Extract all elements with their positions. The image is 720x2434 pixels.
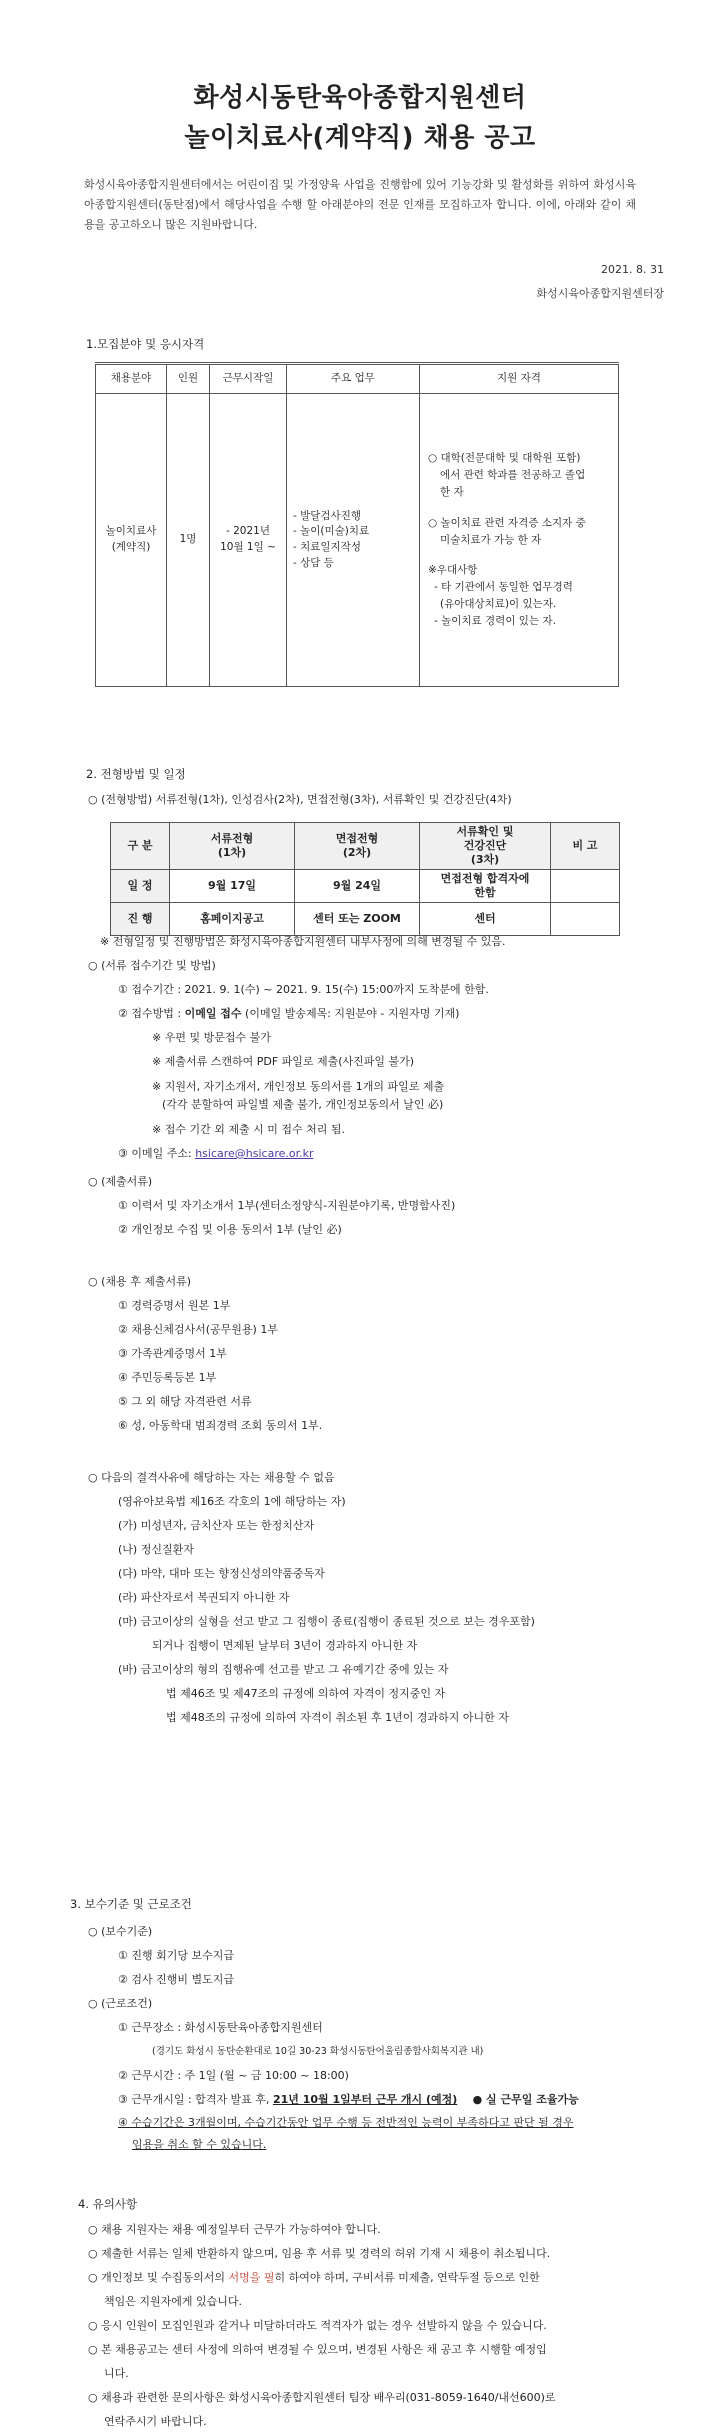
section-1-heading: 1.모집분야 및 응시자격 — [86, 337, 205, 351]
cell-count: 1명 — [167, 394, 210, 687]
condition-address: (경기도 화성시 동탄순환대로 10길 30-23 화성시동탄어울림종합사회복지관 내) — [152, 2046, 484, 2057]
notice-item: ○ 응시 인원이 모집인원과 같거나 미달하더라도 적격자가 없는 경우 선발하지 않을 수 있습니다. — [88, 2319, 547, 2332]
notice-item-cont: 연락주시기 바랍니다. — [104, 2415, 207, 2428]
start-line-1: - 2021년 — [226, 525, 270, 538]
qual-line: ※우대사항 — [428, 564, 478, 577]
duty-item: - 놀이(미술)치료 — [293, 525, 370, 538]
schedule-row-label: 일 정 — [111, 870, 170, 903]
disqualification-item: (나) 정신질환자 — [118, 1543, 194, 1556]
section-2-heading: 2. 전형방법 및 일정 — [86, 767, 186, 781]
notice-item-cont: 니다. — [104, 2367, 129, 2380]
schedule-table — [110, 822, 620, 936]
schedule-head: 서류전형 (1차) — [170, 823, 295, 870]
schedule-cell: 9월 17일 — [170, 870, 295, 903]
duty-item: - 치료일지작성 — [293, 541, 361, 553]
schedule-note: ※ 전형일정 및 진행방법은 화성시육아종합지원센터 내부사정에 의해 변경될 수 있음. — [100, 935, 506, 948]
pay-title: ○ (보수기준) — [88, 1925, 153, 1938]
notice-item-highlight: 서명을 필 — [228, 2271, 275, 2284]
section-2-body — [88, 930, 688, 1730]
condition-start — [88, 2088, 688, 2112]
col-duties: 주요 업무 — [287, 364, 420, 394]
disqualification-item: (바) 금고이상의 형의 집행유예 선고를 받고 그 유예기간 중에 있는 자 — [118, 1663, 449, 1676]
condition-hours: ② 근무시간 : 주 1일 (월 ~ 금 10:00 ~ 18:00) — [118, 2069, 349, 2082]
qual-line: ○ 대학(전문대학 및 대학원 포함) — [428, 452, 581, 465]
receipt-email — [88, 1142, 688, 1166]
after-docs-item: ③ 가족관계증명서 1부 — [118, 1347, 227, 1360]
notice-item: ○ 제출한 서류는 일체 반환하지 않으며, 임용 후 서류 및 경력의 허위 기재 시 채용이 취소됩니다. — [88, 2247, 551, 2260]
condition-probation-cont: 임용을 취소 할 수 있습니다. — [132, 2138, 267, 2151]
after-docs-item: ⑤ 그 외 해당 자격관련 서류 — [118, 1395, 252, 1408]
start-line-2: 10월 1일 ~ — [220, 541, 276, 553]
method-label: ○ (전형방법) — [88, 793, 153, 806]
cell-field: 놀이치료사 (계약직) — [96, 394, 167, 687]
after-docs-title: ○ (채용 후 제출서류) — [88, 1275, 192, 1288]
qual-line: (유아대상치료)이 있는자. — [440, 597, 557, 610]
duty-item: - 발달검사진행 — [293, 509, 361, 522]
cell-qual — [420, 394, 619, 687]
section-4-heading: 4. 유의사항 — [78, 2197, 138, 2211]
conditions-title: ○ (근로조건) — [88, 1997, 153, 2010]
schedule-cell — [551, 870, 620, 903]
section-3-body — [88, 1920, 688, 2156]
schedule-row-label: 진 행 — [111, 903, 170, 936]
disqualification-subtitle: (영유아보육법 제16조 각호의 1에 해당하는 자) — [118, 1495, 346, 1508]
after-docs-item: ④ 주민등록등본 1부 — [118, 1371, 217, 1384]
pay-item: ② 검사 진행비 별도지급 — [118, 1973, 234, 1986]
receipt-method-note: (이메일 발송제목: 지원분야 - 지원자명 기재) — [241, 1007, 460, 1020]
schedule-cell: 면접전형 합격자에 한함 — [420, 870, 551, 903]
title-line-1: 화성시동탄육아종합지원센터 — [193, 83, 527, 113]
section-4-body — [88, 2218, 688, 2434]
cell-duties — [287, 394, 420, 687]
col-field: 채용분야 — [96, 364, 167, 394]
receipt-title: ○ (서류 접수기간 및 방법) — [88, 959, 216, 972]
schedule-head: 구 분 — [111, 823, 170, 870]
qual-line: - 타 기관에서 동일한 업무경력 — [434, 581, 573, 594]
receipt-note: ※ 제출서류 스캔하여 PDF 파일로 제출(사진파일 불가) — [152, 1055, 415, 1068]
notice-item-cont: 책임은 지원자에게 있습니다. — [104, 2295, 243, 2308]
notice-item: ○ 본 채용공고는 센터 사정에 의하여 변경될 수 있으며, 변경된 사항은 채 공고 후 시행할 예정입 — [88, 2343, 547, 2356]
notice-item-text: 히 하여야 하며, 구비서류 미제출, 연락두절 등으로 인한 — [274, 2271, 540, 2284]
section-3-heading: 3. 보수기준 및 근로조건 — [70, 1897, 192, 1911]
qual-line: 에서 관련 학과를 전공하고 졸업 — [440, 469, 586, 482]
col-start: 근무시작일 — [210, 364, 287, 394]
email-link[interactable]: hsicare@hsicare.or.kr — [195, 1147, 314, 1160]
schedule-cell: 센터 또는 ZOOM — [295, 903, 420, 936]
disqualification-item: (마) 금고이상의 실형을 선고 받고 그 집행이 종료(집행이 종료된 것으로 보는 경우포함) — [118, 1615, 535, 1628]
selection-method — [88, 788, 688, 812]
schedule-head: 면접전형 (2차) — [295, 823, 420, 870]
qual-line: 미술치료가 가능 한 자 — [440, 533, 542, 546]
disqualification-item: 법 제46조 및 제47조의 규정에 의하여 자격이 정지중인 자 — [166, 1687, 446, 1700]
qual-spacer — [428, 501, 614, 515]
receipt-method-email: 이메일 접수 — [184, 1007, 242, 1020]
cell-start — [210, 394, 287, 687]
notice-item-text: ○ 개인정보 및 수집동의서의 — [88, 2271, 229, 2284]
intro-paragraph: 화성시육아종합지원센터에서는 어린이집 및 가정양육 사업을 진행함에 있어 기능강화 및 활성화를 위하여 화성시육아종합지원센터(동탄점)에서 해당사업을 수행 할 아래분야의 전문 인재를 모집하고자 합니다. 이에, 아래와 같이 채용을 공고하오니 많은 지원바랍니다. — [84, 177, 636, 232]
start-note: ● 실 근무일 조율가능 — [457, 2093, 579, 2106]
after-docs-item: ② 채용신체검사서(공무원용) 1부 — [118, 1323, 278, 1336]
start-date: 21년 10월 1일부터 근무 개시 (예정) — [272, 2093, 458, 2106]
disqualification-item: (라) 파산자로서 복권되지 아니한 자 — [118, 1591, 290, 1604]
title-line-2: 놀이치료사(계약직) 채용 공고 — [184, 123, 536, 154]
receipt-note: ※ 지원서, 자기소개서, 개인정보 동의서를 1개의 파일로 제출 — [152, 1080, 445, 1093]
after-docs-item: ① 경력증명서 원본 1부 — [118, 1299, 231, 1312]
qual-line: ○ 놀이치료 관련 자격증 소지자 중 — [428, 516, 586, 529]
schedule-head: 서류확인 및 건강진단 (3차) — [420, 823, 551, 870]
qual-line: - 놀이치료 경력이 있는 자. — [434, 614, 556, 627]
disqualification-item: (가) 미성년자, 금치산자 또는 한정치산자 — [118, 1519, 315, 1532]
qual-spacer — [428, 548, 614, 562]
notice-item: ○ 채용과 관련한 문의사항은 화성시육아종합지원센터 팀장 배우리(031-8059-1640/내선600)로 — [88, 2391, 556, 2404]
col-qual: 지원 자격 — [420, 364, 619, 394]
receipt-note: ※ 우편 및 방문접수 불가 — [152, 1031, 271, 1044]
receipt-method-label: ② 접수방법 : — [118, 1007, 185, 1020]
notice-item — [88, 2266, 688, 2290]
disqualification-title: ○ 다음의 결격사유에 해당하는 자는 채용할 수 없음 — [88, 1471, 335, 1484]
schedule-cell: 홈페이지공고 — [170, 903, 295, 936]
notice-item: ○ 채용 지원자는 채용 예정일부터 근무가 가능하여야 합니다. — [88, 2223, 381, 2236]
condition-probation: ④ 수습기간은 3개월이며, 수습기간동안 업무 수행 등 전반적인 능력이 부족하다고 판단 될 경우 — [118, 2116, 574, 2129]
schedule-head: 비 고 — [551, 823, 620, 870]
disqualification-item: (다) 마약, 대마 또는 향정신성의약품중독자 — [118, 1567, 325, 1580]
method-text: 서류전형(1차), 인성검사(2차), 면접전형(3차), 서류확인 및 건강진단(4차) — [155, 793, 512, 806]
page-title — [0, 78, 720, 159]
docs-item: ① 이력서 및 자기소개서 1부(센터소정양식-지원분야기록, 반명함사진) — [118, 1199, 456, 1212]
email-label: ③ 이메일 주소: — [118, 1147, 196, 1160]
docs-title: ○ (제출서류) — [88, 1175, 153, 1188]
condition-location: ① 근무장소 : 화성시동탄육아종합지원센터 — [118, 2021, 323, 2034]
disqualification-item: 법 제48조의 규정에 의하여 자격이 취소된 후 1년이 경과하지 아니한 자 — [166, 1711, 509, 1724]
duty-item: - 상담 등 — [293, 556, 334, 569]
notice-issuer: 화성시육아종합지원센터장 — [536, 287, 664, 301]
schedule-cell: 센터 — [420, 903, 551, 936]
qual-line: 한 자 — [440, 486, 464, 498]
start-label: ③ 근무개시일 : 합격자 발표 후, — [118, 2093, 273, 2106]
after-docs-item: ⑥ 성, 아동학대 범죄경력 조회 동의서 1부. — [118, 1419, 323, 1432]
docs-item: ② 개인정보 수집 및 이용 동의서 1부 (날인 必) — [118, 1223, 342, 1236]
receipt-note: (각각 분할하여 파일별 제출 불가, 개인정보동의서 날인 必) — [162, 1098, 444, 1111]
receipt-period: ① 접수기간 : 2021. 9. 1(수) ~ 2021. 9. 15(수) 15:00까지 도착분에 한함. — [118, 983, 489, 996]
col-count: 인원 — [167, 364, 210, 394]
notice-date: 2021. 8. 31 — [601, 262, 664, 276]
schedule-cell: 9월 24일 — [295, 870, 420, 903]
receipt-note: ※ 접수 기간 외 제출 시 미 접수 처리 됨. — [152, 1123, 345, 1136]
pay-item: ① 진행 회기당 보수지급 — [118, 1949, 234, 1962]
disqualification-item: 되거나 집행이 면제된 날부터 3년이 경과하지 아니한 자 — [152, 1639, 418, 1652]
recruit-table — [95, 362, 619, 687]
receipt-method — [88, 1002, 688, 1026]
